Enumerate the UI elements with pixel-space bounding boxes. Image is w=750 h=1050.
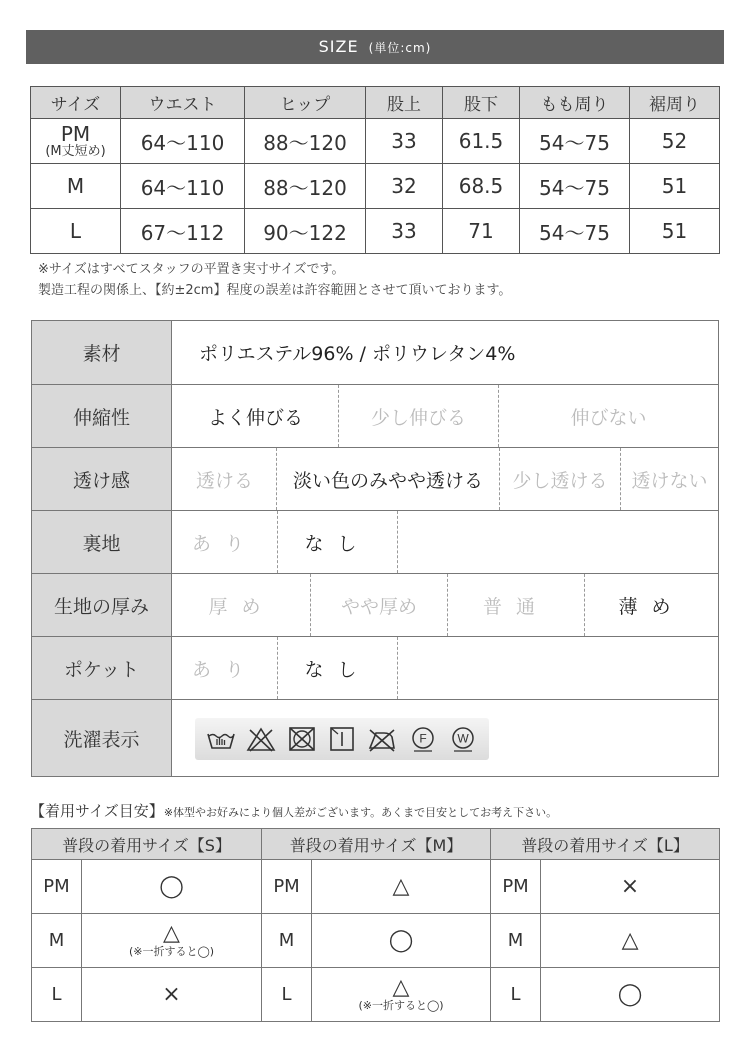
- size-note: (M丈短め): [45, 143, 106, 159]
- table-row: [31, 164, 720, 209]
- note-line: ※サイズはすべてスタッフの平置き実寸サイズです。: [38, 262, 345, 277]
- rise-cell: 32: [366, 164, 443, 209]
- header-thigh: もも周り: [520, 87, 630, 119]
- fit-title-text: 【着用サイズ目安】: [30, 802, 164, 820]
- spec-row-pocket: [32, 636, 718, 699]
- fit-size: L: [32, 968, 82, 1022]
- hand-wash-icon: [205, 725, 237, 753]
- size-table-header: [31, 87, 720, 119]
- fit-header-m: 普段の着用サイズ【M】: [262, 829, 491, 860]
- header-hip: ヒップ: [245, 87, 366, 119]
- inseam-cell: 68.5: [443, 164, 520, 209]
- hem-cell: 52: [630, 119, 720, 164]
- stretch-option: 伸びない: [498, 385, 718, 447]
- fit-table-header: [32, 829, 720, 860]
- lining-option: あり: [191, 532, 258, 555]
- sheer-option: 透けない: [620, 448, 718, 510]
- spec-label: 洗濯表示: [32, 700, 172, 776]
- spec-label: 生地の厚み: [32, 574, 172, 636]
- fit-size: L: [262, 968, 312, 1022]
- size-cell: M: [31, 164, 121, 209]
- header-hem: 裾周り: [630, 87, 720, 119]
- fit-mark: △: [392, 873, 410, 899]
- size-banner: [26, 30, 724, 64]
- fit-size: M: [262, 914, 312, 968]
- line-dry-icon: [326, 725, 358, 753]
- fit-size: PM: [32, 860, 82, 914]
- spec-row-material: [32, 321, 718, 384]
- hem-cell: 51: [630, 164, 720, 209]
- spec-row-sheer: [32, 447, 718, 510]
- header-rise: 股上: [366, 87, 443, 119]
- size-cell: [31, 119, 121, 164]
- fit-note: (※一折すると◯): [128, 944, 215, 958]
- material-value: ポリエステル96% / ポリウレタン4%: [199, 343, 516, 365]
- thickness-option: やや厚め: [310, 574, 447, 636]
- empty-cell: [397, 511, 718, 573]
- fit-mark: ◯: [159, 873, 184, 899]
- fit-mark-cell: [82, 914, 262, 968]
- fit-table: [31, 828, 720, 1022]
- fit-mark-cell: [312, 968, 491, 1022]
- rise-cell: 33: [366, 209, 443, 254]
- fit-mark: △: [163, 920, 180, 946]
- dry-clean-f-icon: [407, 725, 439, 753]
- fit-size: L: [491, 968, 541, 1022]
- table-row: [31, 119, 720, 164]
- fit-mark-cell: [82, 860, 262, 914]
- banner-title: SIZE: [318, 37, 359, 56]
- fit-mark: ×: [620, 873, 640, 899]
- header-inseam: 股下: [443, 87, 520, 119]
- hip-cell: 90〜122: [245, 209, 366, 254]
- fit-mark: ◯: [617, 981, 643, 1007]
- fit-size: PM: [262, 860, 312, 914]
- fit-guide-title: [30, 800, 557, 821]
- thickness-option: 薄め: [584, 574, 718, 636]
- wash-label-strip: [195, 718, 489, 760]
- thigh-cell: 54〜75: [520, 209, 630, 254]
- stretch-option: 少し伸びる: [338, 385, 498, 447]
- fit-size: M: [32, 914, 82, 968]
- thigh-cell: 54〜75: [520, 119, 630, 164]
- spec-label: ポケット: [32, 637, 172, 699]
- size-notes: [38, 259, 511, 301]
- sheer-option: 少し透ける: [499, 448, 620, 510]
- wet-clean-w-icon: [447, 725, 479, 753]
- fit-header-l: 普段の着用サイズ【L】: [491, 829, 720, 860]
- table-row: [32, 914, 720, 968]
- fit-mark: ×: [162, 981, 181, 1007]
- hem-cell: 51: [630, 209, 720, 254]
- table-row: [31, 209, 720, 254]
- waist-cell: 64〜110: [121, 119, 245, 164]
- fit-mark: ◯: [388, 927, 414, 953]
- spec-label: 裏地: [32, 511, 172, 573]
- waist-cell: 64〜110: [121, 164, 245, 209]
- wet-clean-letter: W: [457, 731, 469, 746]
- fit-size: PM: [491, 860, 541, 914]
- pocket-option: あり: [191, 658, 258, 681]
- header-size: サイズ: [31, 87, 121, 119]
- hip-cell: 88〜120: [245, 164, 366, 209]
- spec-label: 伸縮性: [32, 385, 172, 447]
- fit-mark-cell: [541, 860, 720, 914]
- fit-mark-cell: [82, 968, 262, 1022]
- fit-mark-cell: [541, 914, 720, 968]
- fit-header-s: 普段の着用サイズ【S】: [32, 829, 262, 860]
- inseam-cell: 71: [443, 209, 520, 254]
- thigh-cell: 54〜75: [520, 164, 630, 209]
- spec-label: 透け感: [32, 448, 172, 510]
- rise-cell: 33: [366, 119, 443, 164]
- pocket-option: なし: [277, 637, 397, 699]
- inseam-cell: 61.5: [443, 119, 520, 164]
- fit-mark-cell: [541, 968, 720, 1022]
- sheer-option: 透ける: [195, 469, 253, 492]
- no-bleach-icon: [245, 725, 277, 753]
- spec-row-lining: [32, 510, 718, 573]
- fit-title-note: ※体型やお好みにより個人差がございます。あくまで目安としてお考え下さい。: [163, 806, 558, 819]
- empty-cell: [397, 637, 718, 699]
- spec-row-wash: [32, 699, 718, 776]
- hip-cell: 88〜120: [245, 119, 366, 164]
- fit-mark-cell: [312, 860, 491, 914]
- size-table: [30, 86, 720, 254]
- stretch-option: よく伸びる: [207, 406, 303, 429]
- spec-row-stretch: [32, 384, 718, 447]
- banner-unit: (単位:cm): [368, 41, 432, 55]
- note-line: 製造工程の関係上、【約±2cm】程度の誤差は許容範囲とさせて頂いております。: [38, 283, 512, 298]
- fit-mark-cell: [312, 914, 491, 968]
- fit-mark: △: [621, 927, 639, 953]
- size-cell: L: [31, 209, 121, 254]
- size-label: PM: [60, 121, 91, 146]
- table-row: [32, 860, 720, 914]
- table-row: [32, 968, 720, 1022]
- spec-row-thickness: [32, 573, 718, 636]
- thickness-option: 普通: [447, 574, 584, 636]
- spec-label: 素材: [32, 321, 172, 384]
- fit-mark: △: [392, 974, 410, 1000]
- thickness-option: 厚め: [208, 595, 275, 618]
- fit-size: M: [491, 914, 541, 968]
- dry-clean-letter: F: [418, 731, 427, 746]
- no-iron-icon: [366, 725, 398, 753]
- waist-cell: 67〜112: [121, 209, 245, 254]
- sheer-option: 淡い色のみやや透ける: [276, 448, 499, 510]
- spec-table: [31, 320, 719, 777]
- header-waist: ウエスト: [121, 87, 245, 119]
- fit-note: (※一折すると◯): [358, 998, 444, 1012]
- no-tumble-dry-icon: [286, 725, 318, 753]
- lining-option: なし: [277, 511, 397, 573]
